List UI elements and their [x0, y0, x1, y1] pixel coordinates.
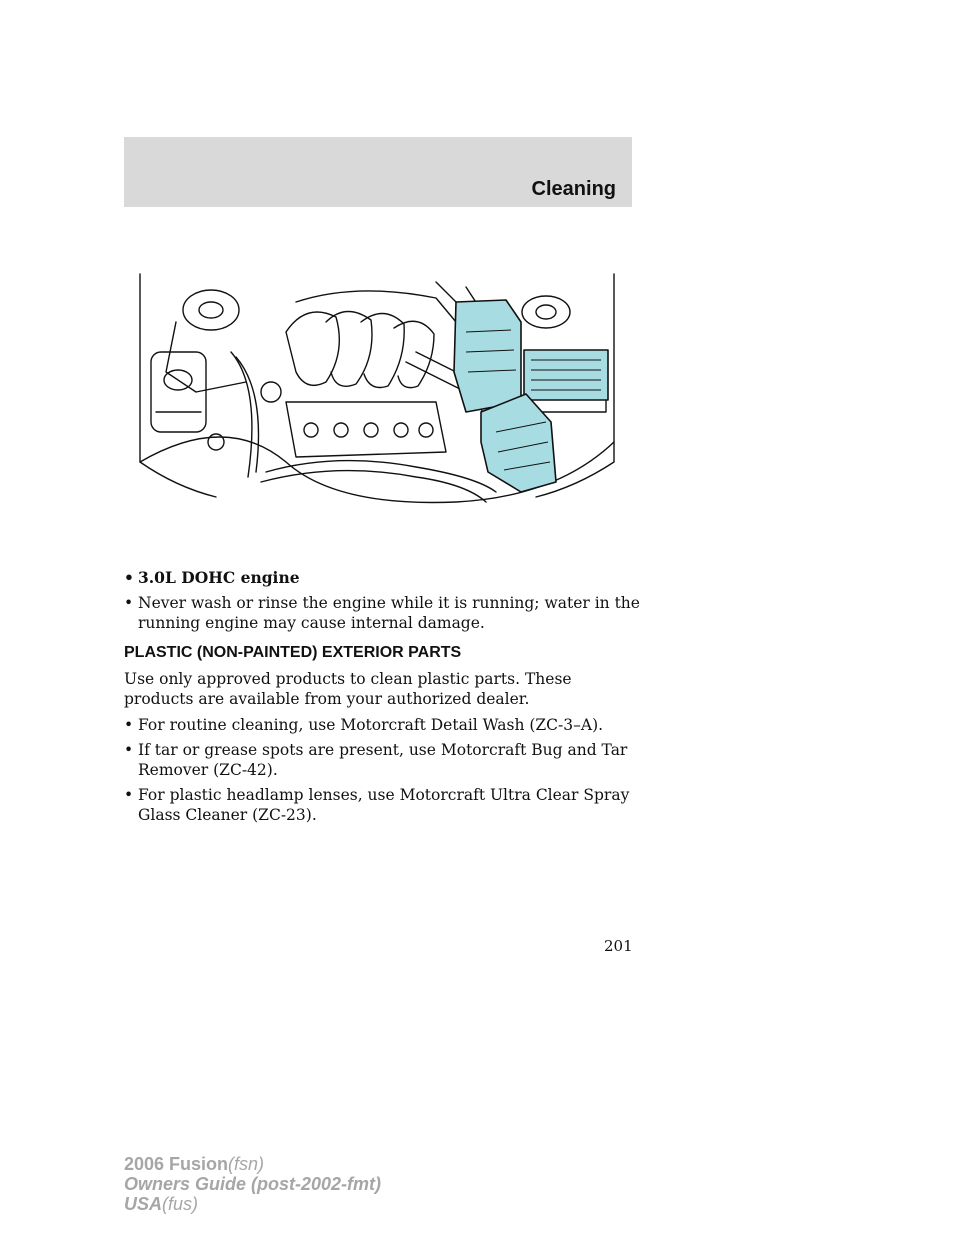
list-item: • For routine cleaning, use Motorcraft Detail Wash (ZC-3–A).: [124, 716, 604, 734]
bullet-dot: •: [124, 716, 134, 734]
bullet-engine-warning: • Never wash or rinse the engine while it is running; water in the running engine may cause internal damage.: [124, 594, 640, 632]
header-band: [124, 137, 632, 207]
section-intro: Use only approved products to clean plastic parts. These products are available from your authorized dealer.: [124, 670, 572, 708]
bullet-dot: •: [124, 786, 134, 804]
page-content: [124, 568, 644, 830]
footer: [124, 1154, 381, 1214]
list-item: • If tar or grease spots are present, use Motorcraft Bug and Tar Remover (ZC-42).: [124, 741, 628, 779]
list-item: • For plastic headlamp lenses, use Motorcraft Ultra Clear Spray Glass Cleaner (ZC-23).: [124, 786, 630, 824]
bullet-engine-label: • 3.0L DOHC engine: [124, 568, 300, 587]
footer-line-1: 2006 Fusion(fsn): [124, 1154, 265, 1174]
engine-compartment-illustration: [136, 262, 618, 510]
footer-line-3: USA(fus): [124, 1194, 199, 1214]
footer-line-2: Owners Guide (post-2002-fmt): [124, 1174, 382, 1194]
section-heading: PLASTIC (NON-PAINTED) EXTERIOR PARTS: [124, 644, 462, 661]
section-title: Cleaning: [531, 178, 616, 200]
bullet-dot: •: [124, 594, 134, 612]
bullet-dot: •: [124, 741, 134, 759]
bullet-dot: •: [124, 568, 134, 587]
page-number: 201: [604, 937, 633, 955]
